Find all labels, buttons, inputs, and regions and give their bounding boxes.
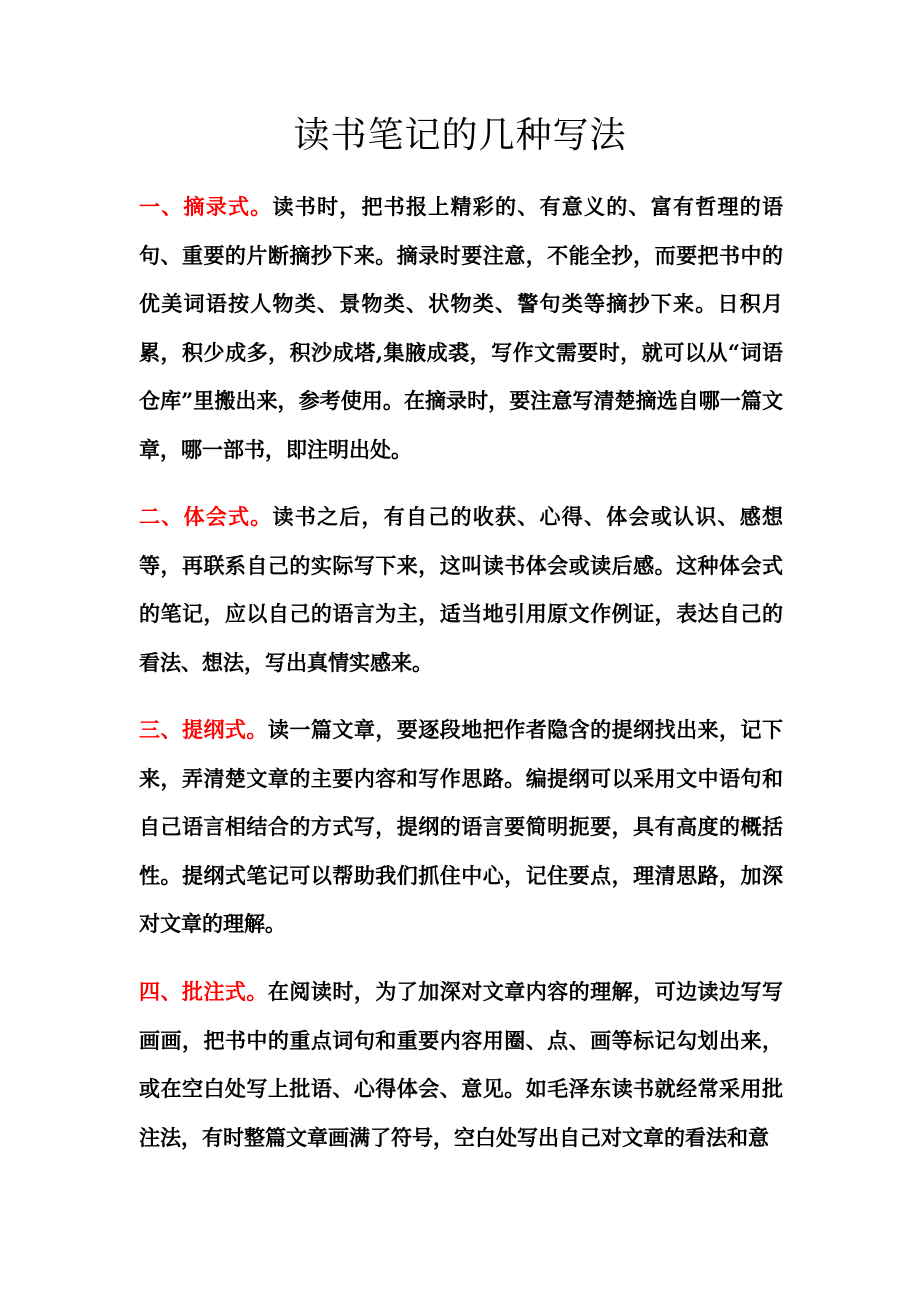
section-outline — [139, 706, 783, 949]
section-text: 读一篇文章，要逐段地把作者隐含的提纲找出来，记下来，弄清楚文章的主要内容和写作思路。编提纲可以采用文中语句和自己语言相结合的方式写，提纲的语言要简明扼要，具有高度的概括性。提纲式笔记可以帮助我们抓住中心，记住要点，理清思路，加深对文章的理解。 — [139, 717, 784, 936]
section-excerpt — [139, 183, 783, 474]
section-text: 读书之后，有自己的收获、心得、体会或认识、感想等，再联系自己的实际写下来，这叫读书体会或读后感。这种体会式的笔记，应以自己的语言为主，适当地引用原文作例证，表达自己的看法、想法，写出真情实感来。 — [139, 504, 783, 675]
section-annotation — [139, 968, 783, 1162]
section-reflection — [139, 493, 783, 687]
section-label: 一、摘录式。 — [139, 194, 273, 219]
section-text: 读书时，把书报上精彩的、有意义的、富有哲理的语句、重要的片断摘抄下来。摘录时要注意，不能全抄，而要把书中的优美词语按人物类、景物类、状物类、警句类等摘抄下来。日积月累，积少成多，积沙成塔,集腋成裘，写作文需要时，就可以从“词语仓库”里搬出来，参考使用。在摘录时，要注意写清楚摘选自哪一篇文章，哪一部书，即注明出处。 — [139, 194, 783, 462]
section-label: 二、体会式。 — [139, 504, 273, 529]
section-label: 四、批注式。 — [139, 979, 268, 1004]
page-title: 读书笔记的几种写法 — [293, 115, 627, 156]
section-label: 三、提纲式。 — [139, 717, 268, 742]
section-text: 在阅读时，为了加深对文章内容的理解，可边读边写写画画，把书中的重点词句和重要内容用圈、点、画等标记勾划出来，或在空白处写上批语、心得体会、意见。如毛泽东读书就经常采用批注法，有时整篇文章画满了符号，空白处写出自己对文章的看法和意 — [139, 979, 784, 1150]
